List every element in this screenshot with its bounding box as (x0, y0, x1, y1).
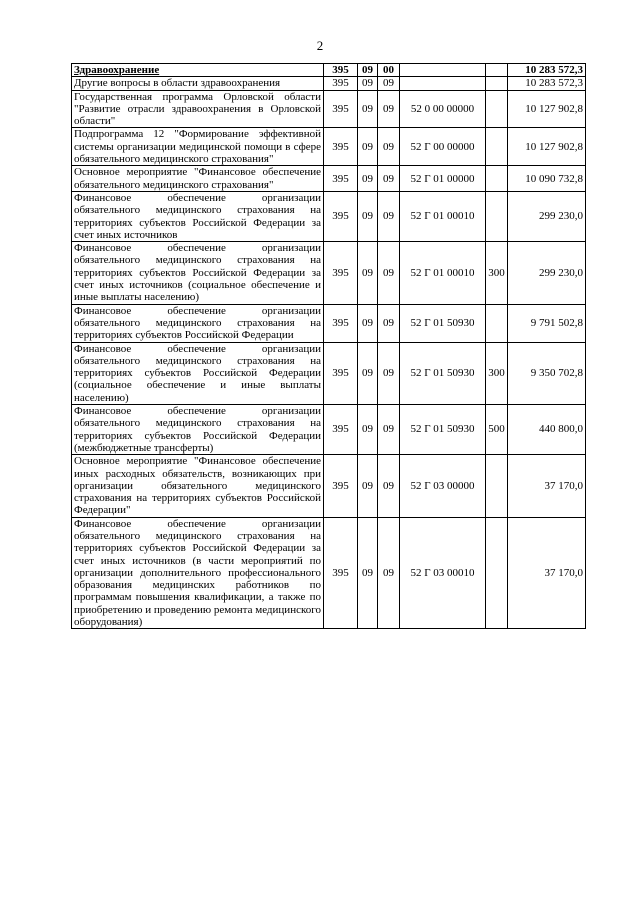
csr-cell: 52 0 00 00000 (400, 90, 486, 128)
table-row (72, 64, 586, 77)
ved-cell: 395 (324, 77, 358, 90)
ved-cell: 395 (324, 64, 358, 77)
pr-cell: 09 (378, 242, 400, 304)
rz-cell: 09 (358, 455, 378, 517)
vr-cell (486, 455, 508, 517)
ved-cell: 395 (324, 304, 358, 342)
rz-cell: 09 (358, 77, 378, 90)
vr-cell (486, 191, 508, 241)
pr-cell: 09 (378, 342, 400, 404)
rz-cell: 09 (358, 517, 378, 629)
table-row (72, 90, 586, 128)
rz-cell: 09 (358, 64, 378, 77)
ved-cell: 395 (324, 242, 358, 304)
table-row (72, 166, 586, 192)
row-name: Государственная программа Орловской области "Развитие отрасли здравоохранения в Орловской области" (72, 90, 324, 128)
rz-cell: 09 (358, 90, 378, 128)
row-name: Финансовое обеспечение организации обязательного медицинского страхования на территориях субъектов Российской Федерации (социальное обеспечение и иные выплаты населению) (72, 342, 324, 404)
table-row (72, 455, 586, 517)
vr-cell (486, 128, 508, 166)
page-number: 2 (316, 38, 324, 53)
vr-cell: 500 (486, 405, 508, 455)
row-name: Основное мероприятие "Финансовое обеспечение иных расходных обязательств, возникающих при организации обязательного медицинского страхования на территориях субъектов Российской Федерации" (72, 455, 324, 517)
table-row (72, 191, 586, 241)
ved-cell: 395 (324, 405, 358, 455)
sum-cell: 299 230,0 (508, 242, 586, 304)
row-name: Финансовое обеспечение организации обязательного медицинского страхования на территориях субъектов Российской Федерации (72, 304, 324, 342)
ved-cell: 395 (324, 191, 358, 241)
pr-cell: 09 (378, 405, 400, 455)
budget-table (71, 63, 586, 629)
vr-cell (486, 90, 508, 128)
row-name: Другие вопросы в области здравоохранения (72, 77, 324, 90)
csr-cell: 52 Г 01 00010 (400, 242, 486, 304)
row-name: Основное мероприятие "Финансовое обеспечение обязательного медицинского страхования" (72, 166, 324, 192)
sum-cell: 10 283 572,3 (508, 64, 586, 77)
ved-cell: 395 (324, 455, 358, 517)
ved-cell: 395 (324, 90, 358, 128)
sum-cell: 10 127 902,8 (508, 128, 586, 166)
row-name: Подпрограмма 12 "Формирование эффективной системы организации медицинской помощи в сфере обязательного медицинского страхования" (72, 128, 324, 166)
sum-cell: 9 350 702,8 (508, 342, 586, 404)
vr-cell (486, 304, 508, 342)
csr-cell: 52 Г 03 00010 (400, 517, 486, 629)
vr-cell: 300 (486, 342, 508, 404)
sum-cell: 10 127 902,8 (508, 90, 586, 128)
vr-cell (486, 77, 508, 90)
sum-cell: 10 090 732,8 (508, 166, 586, 192)
sum-cell: 299 230,0 (508, 191, 586, 241)
csr-cell: 52 Г 03 00000 (400, 455, 486, 517)
rz-cell: 09 (358, 191, 378, 241)
csr-cell: 52 Г 00 00000 (400, 128, 486, 166)
row-name: Здравоохранение (72, 64, 324, 77)
csr-cell: 52 Г 01 50930 (400, 304, 486, 342)
rz-cell: 09 (358, 128, 378, 166)
vr-cell (486, 166, 508, 192)
table-row (72, 77, 586, 90)
rz-cell: 09 (358, 405, 378, 455)
vr-cell (486, 517, 508, 629)
sum-cell: 9 791 502,8 (508, 304, 586, 342)
pr-cell: 09 (378, 455, 400, 517)
rz-cell: 09 (358, 242, 378, 304)
rz-cell: 09 (358, 342, 378, 404)
csr-cell (400, 64, 486, 77)
csr-cell: 52 Г 01 00000 (400, 166, 486, 192)
table-row (72, 517, 586, 629)
ved-cell: 395 (324, 166, 358, 192)
csr-cell (400, 77, 486, 90)
sum-cell: 37 170,0 (508, 455, 586, 517)
rz-cell: 09 (358, 304, 378, 342)
table-row (72, 405, 586, 455)
ved-cell: 395 (324, 128, 358, 166)
table-row (72, 342, 586, 404)
row-name: Финансовое обеспечение организации обязательного медицинского страхования на территориях субъектов Российской Федерации за счет иных источников (72, 191, 324, 241)
sum-cell: 10 283 572,3 (508, 77, 586, 90)
csr-cell: 52 Г 01 50930 (400, 405, 486, 455)
table-row (72, 128, 586, 166)
vr-cell (486, 64, 508, 77)
ved-cell: 395 (324, 342, 358, 404)
pr-cell: 09 (378, 191, 400, 241)
ved-cell: 395 (324, 517, 358, 629)
pr-cell: 09 (378, 77, 400, 90)
csr-cell: 52 Г 01 00010 (400, 191, 486, 241)
pr-cell: 09 (378, 90, 400, 128)
pr-cell: 09 (378, 304, 400, 342)
rz-cell: 09 (358, 166, 378, 192)
table-row (72, 304, 586, 342)
sum-cell: 440 800,0 (508, 405, 586, 455)
pr-cell: 00 (378, 64, 400, 77)
table-row (72, 242, 586, 304)
vr-cell: 300 (486, 242, 508, 304)
row-name: Финансовое обеспечение организации обязательного медицинского страхования на территориях субъектов Российской Федерации за счет иных источников (в части мероприятий по организации дополнительного профессионального образования медицинских работников по программам повышения квалификации, а также по приобретению и проведению ремонта медицинского оборудования) (72, 517, 324, 629)
sum-cell: 37 170,0 (508, 517, 586, 629)
row-name: Финансовое обеспечение организации обязательного медицинского страхования на территориях субъектов Российской Федерации (межбюджетные трансферты) (72, 405, 324, 455)
pr-cell: 09 (378, 128, 400, 166)
row-name: Финансовое обеспечение организации обязательного медицинского страхования на территориях субъектов Российской Федерации за счет иных источников (социальное обеспечение и иные выплаты населению) (72, 242, 324, 304)
pr-cell: 09 (378, 166, 400, 192)
csr-cell: 52 Г 01 50930 (400, 342, 486, 404)
pr-cell: 09 (378, 517, 400, 629)
